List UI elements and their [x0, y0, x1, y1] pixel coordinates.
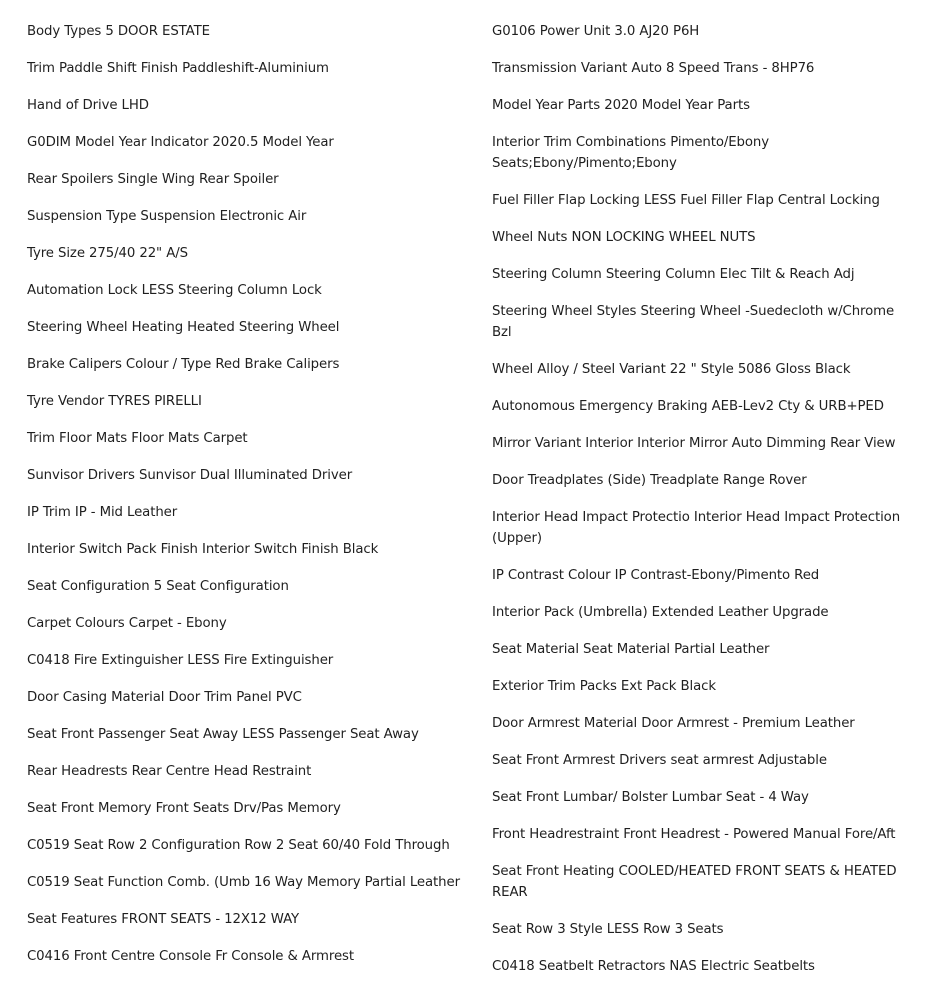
spec-column-right	[492, 21, 910, 993]
spec-item: C0416 Front Centre Console Fr Console & Armrest	[27, 949, 354, 964]
vehicle-spec-list	[0, 21, 940, 993]
spec-item: Rear Headrests Rear Centre Head Restraint	[27, 764, 312, 779]
spec-item: Carpet Colours Carpet - Ebony	[27, 616, 227, 631]
spec-item: Trim Paddle Shift Finish Paddleshift-Aluminium	[27, 61, 329, 76]
spec-item: G0DIM Model Year Indicator 2020.5 Model Year	[27, 135, 334, 150]
spec-item: Tyre Size 275/40 22" A/S	[27, 246, 188, 261]
spec-item: Suspension Type Suspension Electronic Air	[27, 209, 307, 224]
spec-item: Seat Front Passenger Seat Away LESS Passenger Seat Away	[27, 727, 419, 742]
spec-item: Door Treadplates (Side) Treadplate Range Rover	[492, 473, 807, 488]
spec-item: Steering Wheel Heating Heated Steering Wheel	[27, 320, 340, 335]
spec-item: C0418 Seatbelt Retractors NAS Electric Seatbelts	[492, 959, 815, 974]
spec-item: Rear Spoilers Single Wing Rear Spoiler	[27, 172, 279, 187]
spec-item: Trim Floor Mats Floor Mats Carpet	[27, 431, 248, 446]
spec-item: Body Types 5 DOOR ESTATE	[27, 24, 210, 39]
spec-item: Autonomous Emergency Braking AEB-Lev2 Cty & URB+PED	[492, 399, 884, 414]
spec-item: IP Trim IP - Mid Leather	[27, 505, 178, 520]
spec-item: Mirror Variant Interior Interior Mirror Auto Dimming Rear View	[492, 436, 896, 451]
spec-item: Automation Lock LESS Steering Column Lock	[27, 283, 322, 298]
spec-item: Seat Front Memory Front Seats Drv/Pas Memory	[27, 801, 341, 816]
spec-item: Sunvisor Drivers Sunvisor Dual Illuminated Driver	[27, 468, 353, 483]
spec-item: Steering Wheel Styles Steering Wheel -Suedecloth w/Chrome Bzl	[492, 304, 895, 340]
spec-item: Exterior Trim Packs Ext Pack Black	[492, 679, 716, 694]
spec-item: Door Casing Material Door Trim Panel PVC	[27, 690, 302, 705]
spec-item: Hand of Drive LHD	[27, 98, 149, 113]
spec-item: Seat Row 3 Style LESS Row 3 Seats	[492, 922, 724, 937]
spec-column-left	[27, 21, 472, 993]
spec-item: C0418 Fire Extinguisher LESS Fire Extinguisher	[27, 653, 334, 668]
spec-item: Front Headrestraint Front Headrest - Powered Manual Fore/Aft	[492, 827, 896, 842]
spec-item: Seat Front Lumbar/ Bolster Lumbar Seat - 4 Way	[492, 790, 809, 805]
spec-item: Tyre Vendor TYRES PIRELLI	[27, 394, 202, 409]
spec-item: Seat Configuration 5 Seat Configuration	[27, 579, 289, 594]
spec-item: Brake Calipers Colour / Type Red Brake Calipers	[27, 357, 340, 372]
spec-item: Seat Front Heating COOLED/HEATED FRONT SEATS & HEATED REAR	[492, 864, 897, 900]
spec-item: C0519 Seat Row 2 Configuration Row 2 Seat 60/40 Fold Through	[27, 838, 450, 853]
spec-item: Door Armrest Material Door Armrest - Premium Leather	[492, 716, 855, 731]
spec-item: Steering Column Steering Column Elec Tilt & Reach Adj	[492, 267, 855, 282]
spec-item: Seat Material Seat Material Partial Leather	[492, 642, 770, 657]
spec-item: Fuel Filler Flap Locking LESS Fuel Filler Flap Central Locking	[492, 193, 880, 208]
spec-item: Interior Switch Pack Finish Interior Switch Finish Black	[27, 542, 379, 557]
spec-item: Model Year Parts 2020 Model Year Parts	[492, 98, 750, 113]
spec-item: Interior Pack (Umbrella) Extended Leather Upgrade	[492, 605, 829, 620]
spec-item: Interior Head Impact Protectio Interior Head Impact Protection (Upper)	[492, 510, 901, 546]
spec-item: Interior Trim Combinations Pimento/Ebony Seats;Ebony/Pimento;Ebony	[492, 135, 770, 171]
spec-item: Seat Features FRONT SEATS - 12X12 WAY	[27, 912, 300, 927]
spec-item: Transmission Variant Auto 8 Speed Trans - 8HP76	[492, 61, 815, 76]
spec-item: Wheel Alloy / Steel Variant 22 " Style 5086 Gloss Black	[492, 362, 851, 377]
spec-item: G0106 Power Unit 3.0 AJ20 P6H	[492, 24, 700, 39]
spec-item: IP Contrast Colour IP Contrast-Ebony/Pimento Red	[492, 568, 820, 583]
spec-item: Seat Front Armrest Drivers seat armrest Adjustable	[492, 753, 827, 768]
spec-item: Wheel Nuts NON LOCKING WHEEL NUTS	[492, 230, 756, 245]
spec-item: C0519 Seat Function Comb. (Umb 16 Way Memory Partial Leather	[27, 875, 460, 890]
